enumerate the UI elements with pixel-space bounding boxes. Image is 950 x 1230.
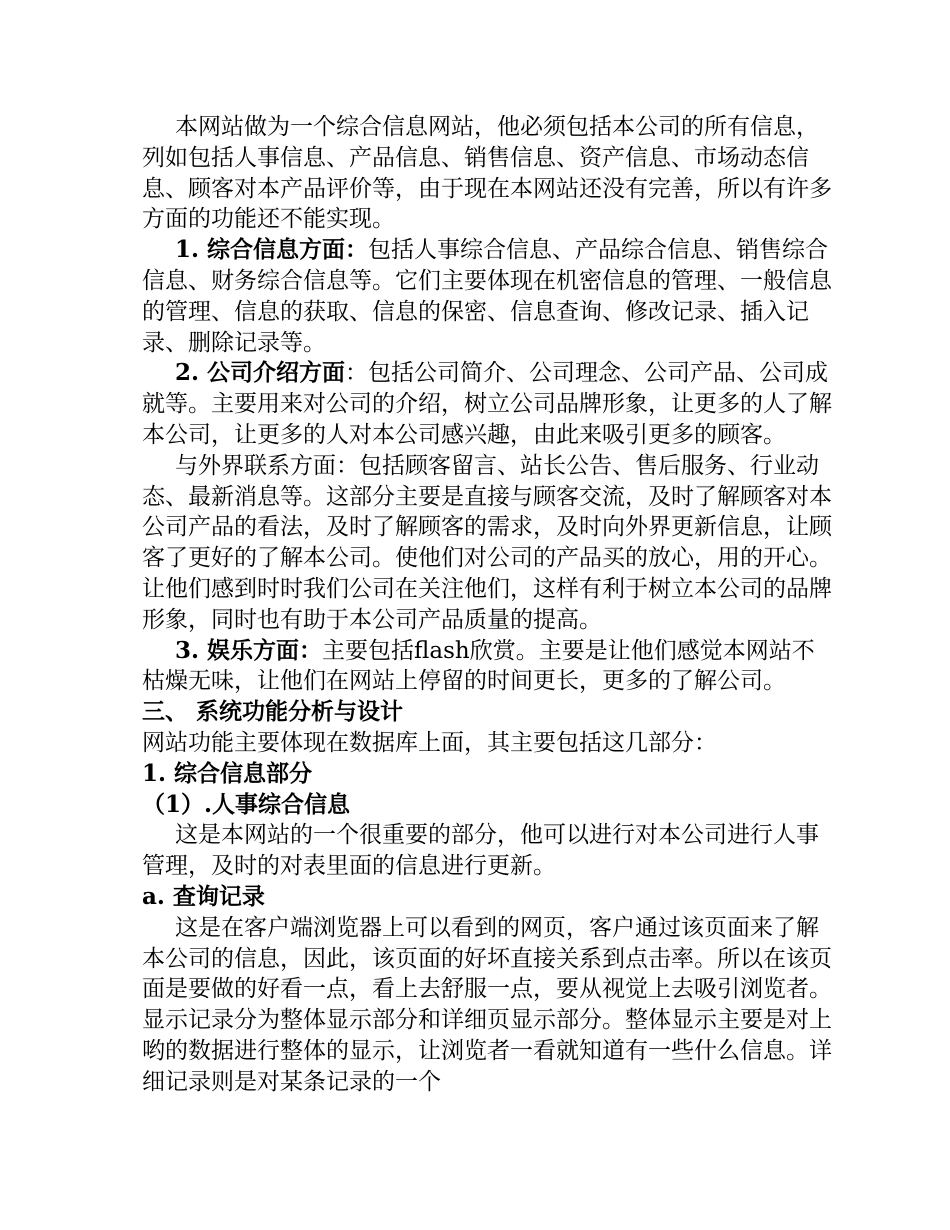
- intro-paragraph: 本网站做为一个综合信息网站，他必须包括本公司的所有信息，列如包括人事信息、产品信息、销售信息、资产信息、市场动态信息、顾客对本产品评价等，由于现在本网站还没有完善，所以有许多方面的功能还不能实现。: [142, 114, 832, 233]
- personnel-paragraph: 这是本网站的一个很重要的部分，他可以进行对本公司进行人事管理，及时的对表里面的信息进行更新。: [142, 822, 819, 880]
- item-comprehensive-info: [142, 235, 832, 358]
- section-heading: 三、 系统功能分析与设计: [142, 698, 404, 726]
- item-entertainment: [142, 636, 832, 698]
- document-body: [142, 112, 832, 1098]
- item-comprehensive-info-text: 包括人事综合信息、产品综合信息、销售综合信息、财务综合信息等。它们主要体现在机密信息的管理、一般信息的管理、信息的获取、信息的保密、信息查询、修改记录、插入记录、删除记录等。: [142, 237, 832, 356]
- item-company-intro-text: ：包括公司简介、公司理念、公司产品、公司成就等。主要用来对公司的介绍，树立公司品牌形象，让更多的人了解本公司，让更多的人对本公司感兴趣，由此来吸引更多的顾客。: [142, 360, 832, 448]
- item-company-intro: [142, 358, 832, 450]
- query-records-paragraph: 这是在客户端浏览器上可以看到的网页，客户通过该页面来了解本公司的信息，因此，该页面的好坏直接关系到点击率。所以在该页面是要做的好看一点，看上去舒服一点，要从视觉上去吸引浏览者。显示记录分为整体显示部分和详细页显示部分。整体显示主要是对上哟的数据进行整体的显示，让浏览者一看就知道有一些什么信息。详细记录则是对某条记录的一个: [142, 914, 832, 1095]
- section-intro: 网站功能主要体现在数据库上面，其主要包括这几部分：: [142, 729, 717, 756]
- contact-paragraph: 与外界联系方面：包括顾客留言、站长公告、售后服务、行业动态、最新消息等。这部分主要是直接与顾客交流，及时了解顾客对本公司产品的看法，及时了解顾客的需求，及时向外界更新信息，让顾客了更好的了解本公司。使他们对公司的产品买的放心，用的开心。让他们感到时时我们公司在关注他们，这样有利于树立本公司的品牌形象，同时也有助于本公司产品质量的提高。: [142, 452, 832, 633]
- subsubsection-heading: （1）.人事综合信息: [142, 790, 351, 818]
- subsection-heading: 1. 综合信息部分: [142, 759, 313, 787]
- item-company-intro-lead: 2. 公司介绍方面: [175, 359, 346, 387]
- item-entertainment-lead: 3. 娱乐方面：: [175, 636, 323, 664]
- query-records-heading: a. 查询记录: [142, 882, 265, 910]
- item-comprehensive-info-lead: 1. 综合信息方面：: [175, 236, 369, 264]
- item-entertainment-text: 主要包括flash欣赏。主要是让他们感觉本网站不枯燥无味，让他们在网站上停留的时间更长，更多的了解公司。: [142, 637, 815, 695]
